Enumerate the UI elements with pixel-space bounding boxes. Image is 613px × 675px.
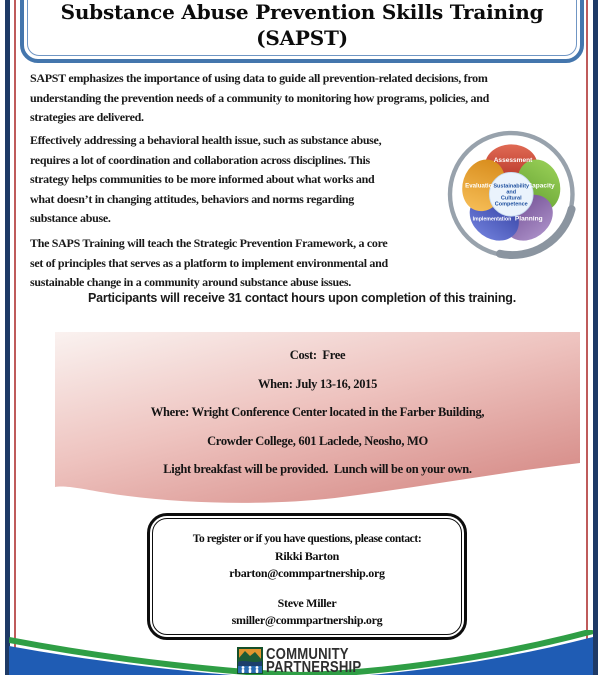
contact-box-inner-border [152,518,462,635]
detail-address: Crowder College, 601 Laclede, Neosho, MO [207,433,428,448]
detail-breakfast: Light breakfast will be provided. Lunch will be on your own. [163,462,472,477]
petal-label-evaluation: Evaluation [465,182,497,190]
contact-email: rbarton@commpartnership.org [229,566,385,580]
page-border-left-navy [5,0,10,675]
wheel-center-line4: Competence [494,201,528,208]
event-details-text [55,341,580,484]
wheel-center-line3: Cultural [500,195,522,202]
spf-wheel-svg [443,126,583,266]
paragraph-2-line: substance abuse. [30,211,111,225]
logo-icon [237,647,263,674]
contact-name: Rikki Barton [274,549,340,563]
paragraph-3 [30,234,388,293]
wheel-center-line2: and [506,189,517,196]
page-title-line2: (SAPST) [256,26,348,50]
logo-people-figures [242,666,259,673]
spf-wheel-image [443,126,583,271]
paragraph-2-line: Effectively addressing a behavioral health issue, such as substance abuse, [30,133,382,147]
contact-name: Steve Miller [277,596,337,610]
petal-label-planning: Planning [514,215,543,223]
page-title-line1: Substance Abuse Prevention Skills Training [60,0,544,24]
title-box-inner-border [27,0,577,56]
wheel-center-line1: Sustainability [493,183,530,190]
paragraph-2-line: requires a lot of coordination and collaboration across disciplines. This [30,152,370,167]
contact-email: smiller@commpartnership.org [231,613,383,627]
detail-cost: Cost: Free [289,348,346,362]
page-border-right-red [586,0,588,675]
paragraph-2-line: what doesn’t in changing attitudes, behaviors and norms regarding [30,191,354,206]
page-border-left-red [14,0,16,675]
paragraph-1-line: SAPST emphasizes the importance of using data to guide all prevention-related decisions, from [30,71,488,85]
paragraph-3-line: set of principles that serves as a platform to implement environmental and [30,255,388,270]
paragraph-1-line: understanding the prevention needs of a community to monitoring how programs, policies, and [30,90,489,105]
detail-where: Where: Wright Conference Center located in the Farber Building, [150,405,485,420]
paragraph-1-line: strategies are delivered. [30,110,144,124]
logo-text-line1: COMMUNITY [266,646,349,663]
paragraph-3-line: sustainable change in a community around substance abuse issues. [30,275,351,289]
petal-label-implementation: Implementation [472,216,512,223]
community-partnership-logo [237,647,378,674]
paragraph-2-line: strategy helps communities to be more informed about what works and [30,172,375,186]
logo-text [266,648,361,674]
paragraph-1 [30,69,489,128]
paragraph-3-line: The SAPS Training will teach the Strategic Prevention Framework, a core [30,236,388,250]
page-border-right-navy [593,0,598,675]
title-box [20,0,584,63]
paragraph-2 [30,131,381,229]
petal-label-assessment: Assessment [493,156,533,164]
contact-heading: To register or if you have questions, please contact: [192,533,422,545]
contact-hours-note: Participants will receive 31 contact hours upon completion of this training. [88,291,516,305]
contact-spacer [153,582,461,595]
contact-box [147,513,467,640]
logo-text-line2: PARTNERSHIP [266,659,362,675]
petal-label-capacity: Capacity [527,182,555,190]
detail-when: When: July 13-16, 2015 [257,376,378,391]
